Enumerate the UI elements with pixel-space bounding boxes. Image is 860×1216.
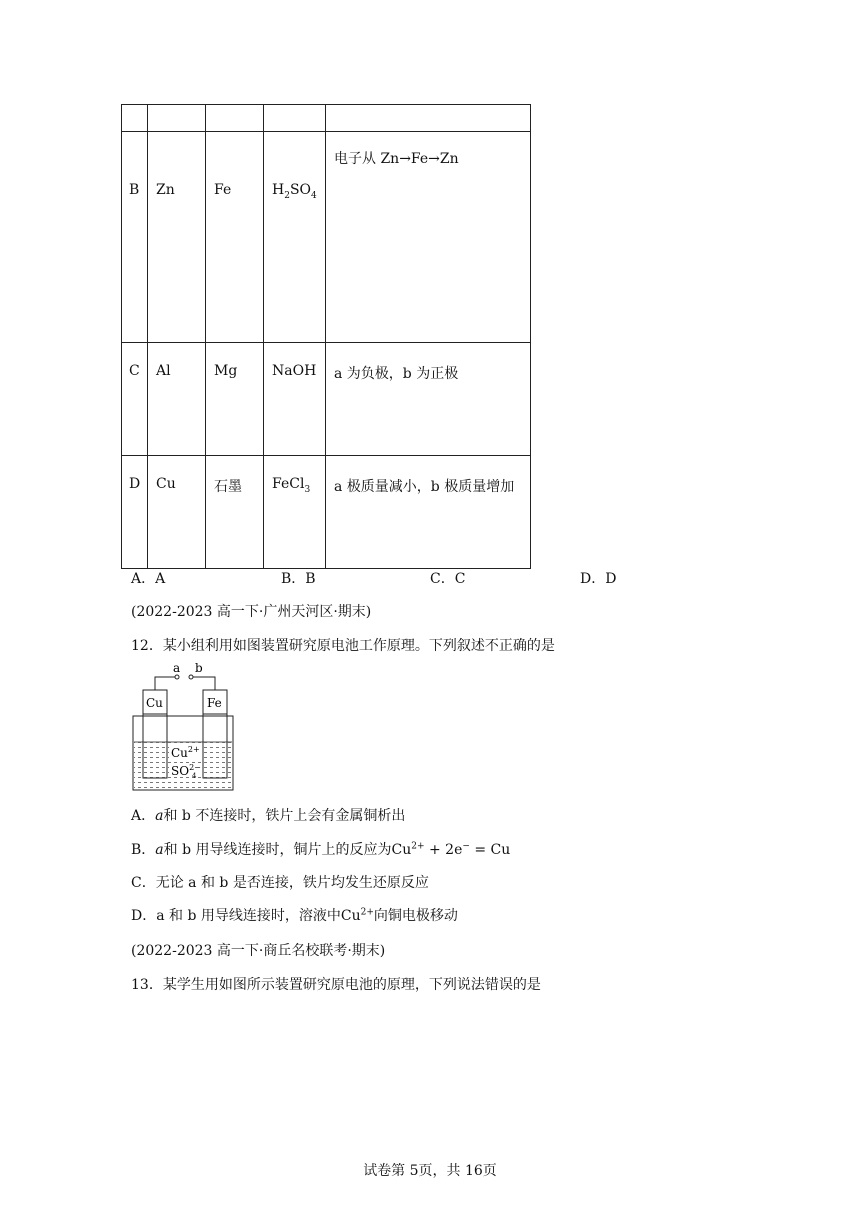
terminal-a-label: a [173, 661, 181, 675]
table-row [122, 132, 531, 343]
table-cell: Fe [206, 132, 264, 343]
table-cell: a 为负极，b 为正极 [326, 343, 531, 456]
q12-option-c[interactable]: C．无论 a 和 b 是否连接，铁片均发生还原反应 [131, 875, 429, 891]
table-cell [148, 105, 206, 132]
table-cell: 电子从 Zn→Fe→Zn [326, 132, 531, 343]
choice-d[interactable]: D．D [580, 571, 617, 587]
q12-option-a[interactable]: A．a和 b 不连接时，铁片上会有金属铜析出 [131, 808, 406, 824]
page-footer: 试卷第 5页，共 16页 [363, 1163, 497, 1179]
table-cell: D [122, 456, 148, 569]
table-cell: Mg [206, 343, 264, 456]
q12-option-b[interactable]: B．a和 b 用导线连接时，铜片上的反应为$Cu^{2+} + 2e^- = Cu$ [131, 841, 511, 858]
table-cell: NaOH [264, 343, 326, 456]
table-cell [206, 105, 264, 132]
galvanic-cell-diagram [131, 660, 239, 794]
table-cell-formula: FeCl$_3$ [264, 456, 326, 569]
source-note: (2022-2023 高一下·商丘名校联考·期末) [131, 943, 386, 959]
choice-c[interactable]: C．C [430, 571, 466, 587]
table-cell: Al [148, 343, 206, 456]
copper-ion-label: $Cu^{2+}$ [171, 745, 200, 760]
iron-electrode-label: Fe [207, 696, 222, 710]
table-row [122, 105, 531, 132]
table-cell: C [122, 343, 148, 456]
table-cell [326, 105, 531, 132]
table-cell: 石墨 [206, 456, 264, 569]
sulfate-ion-label: $SO^{2-}$ [171, 763, 201, 778]
question-13-stem: 13．某学生用如图所示装置研究原电池的原理，下列说法错误的是 [131, 977, 541, 993]
table-cell [264, 105, 326, 132]
table-cell: B [122, 132, 148, 343]
terminal-b-label: b [195, 661, 203, 675]
options-table [121, 104, 531, 569]
table-row [122, 456, 531, 569]
source-note: (2022-2023 高一下·广州天河区·期末) [131, 604, 372, 620]
sulfate-ion-subscript: 4 [192, 772, 197, 780]
choice-a[interactable]: A．A [131, 571, 166, 587]
reaction-equation: $Cu^{2+} + 2e^- = Cu$ [391, 841, 511, 858]
table-row [122, 343, 531, 456]
table-cell: a 极质量减小，b 极质量增加 [326, 456, 531, 569]
table-cell: Cu [148, 456, 206, 569]
choice-b[interactable]: B．B [281, 571, 316, 587]
copper-electrode-label: Cu [146, 696, 163, 710]
table-cell: Zn [148, 132, 206, 343]
table-cell-formula: $H_2SO_4$ [264, 132, 326, 343]
table-cell [122, 105, 148, 132]
q12-option-d[interactable]: D．a 和 b 用导线连接时，溶液中$Cu^{2+}$向铜电极移动 [131, 907, 458, 924]
question-12-stem: 12．某小组利用如图装置研究原电池工作原理。下列叙述不正确的是 [131, 638, 555, 654]
